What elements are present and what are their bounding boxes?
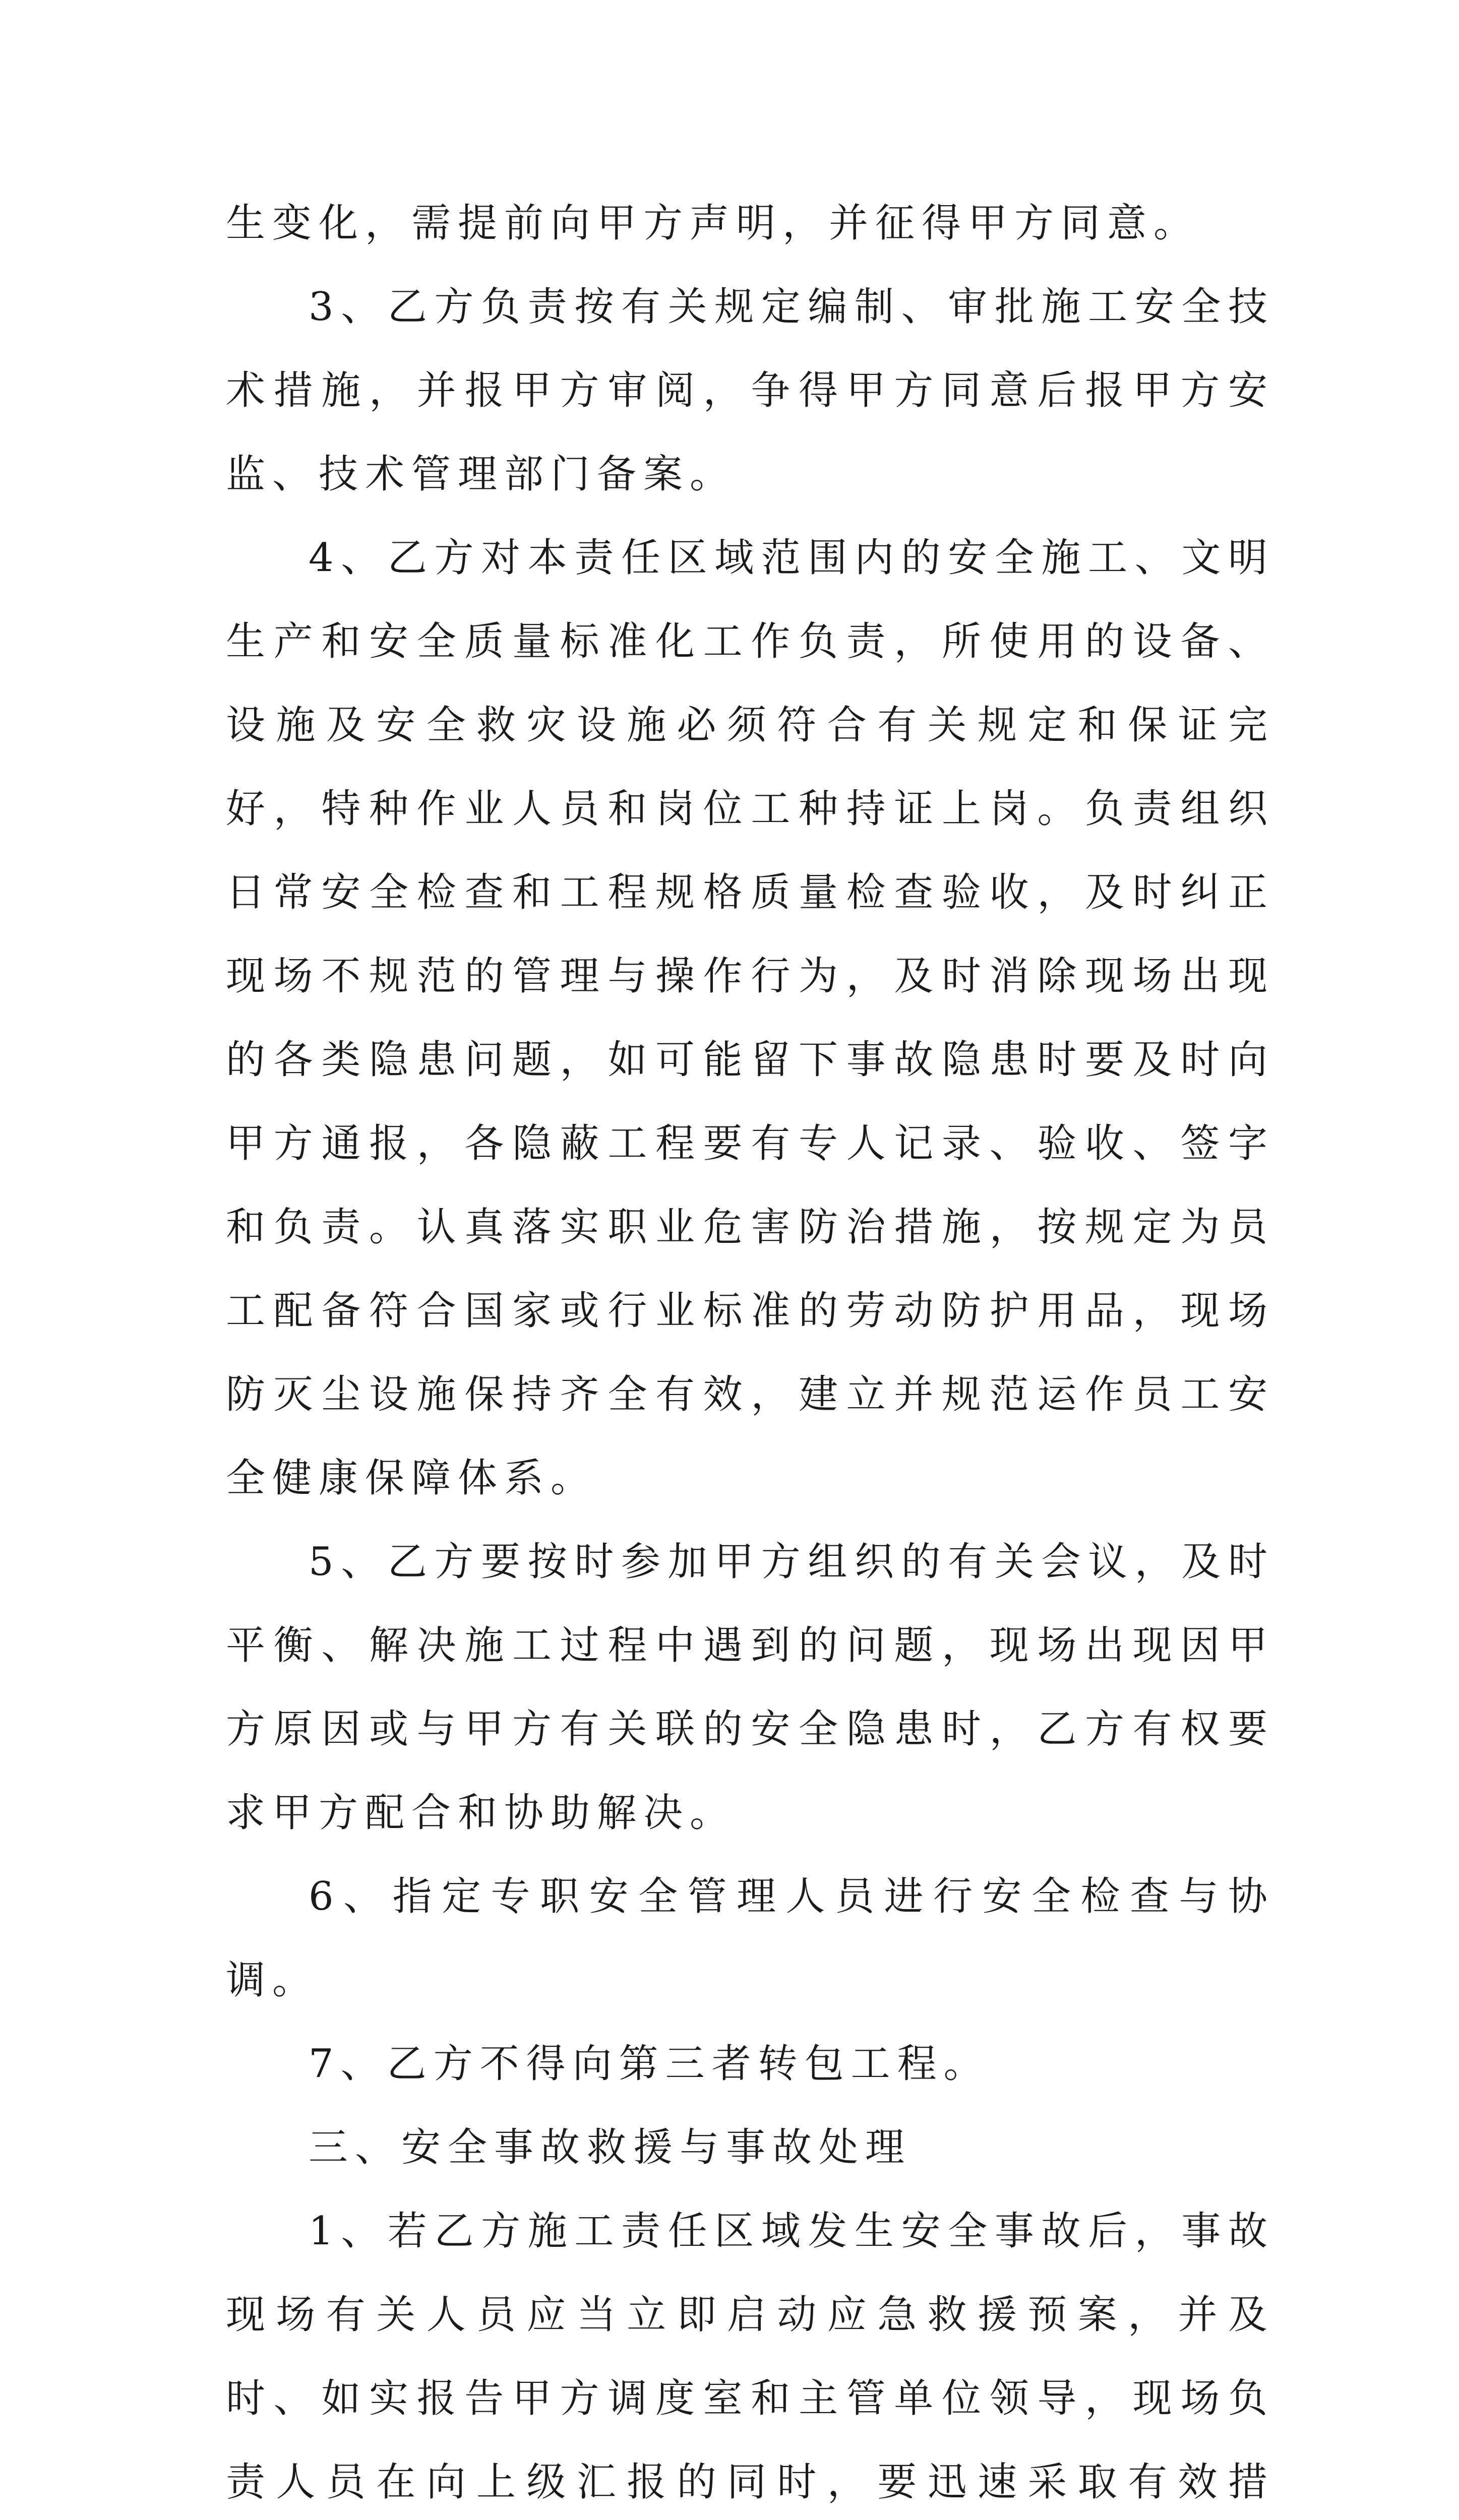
document-body xyxy=(226,181,1274,2520)
paragraph-item-7: 7、乙方不得向第三者转包工程。 xyxy=(309,2041,990,2087)
section-heading: 三、安全事故救援与事故处理 xyxy=(309,2125,912,2170)
paragraph-item-4: 4、乙方对本责任区域范围内的安全施工、文明生产和安全质量标准化工作负责，所使用的设备、设施及安全救灾设施必须符合有关规定和保证完好，特种作业人员和岗位工种持证上岗。负责组织日常安全检查和工程规格质量检查验收，及时纠正现场不规范的管理与操作行为，及时消除现场出现的各类隐患问题，如可能留下事故隐患时要及时向甲方通报，各隐蔽工程要有专人记录、验收、签字和负责。认真落实职业危害防治措施，按规定为员工配备符合国家或行业标准的劳动防护用品，现场防灭尘设施保持齐全有效，建立并规范运作员工安全健康保障体系。 xyxy=(226,535,1274,1501)
paragraph-continuation: 生变化，需提前向甲方声明，并征得甲方同意。 xyxy=(226,201,1200,246)
paragraph-item-3: 3、乙方负责按有关规定编制、审批施工安全技术措施，并报甲方审阅，争得甲方同意后报甲方安监、技术管理部门备案。 xyxy=(226,284,1274,497)
paragraph-item-5: 5、乙方要按时参加甲方组织的有关会议，及时平衡、解决施工过程中遇到的问题，现场出现因甲方原因或与甲方有关联的安全隐患时，乙方有权要求甲方配合和协助解决。 xyxy=(226,1539,1274,1836)
paragraph-item-6: 6、指定专职安全管理人员进行安全检查与协调。 xyxy=(226,1874,1274,2003)
paragraph-section3-item-1: 1、若乙方施工责任区域发生安全事故后，事故现场有关人员应当立即启动应急救援预案，并及时、如实报告甲方调度室和主管单位领导，现场负责人员在向上级汇报的同时，要迅速采取有效措 xyxy=(226,2209,1274,2505)
